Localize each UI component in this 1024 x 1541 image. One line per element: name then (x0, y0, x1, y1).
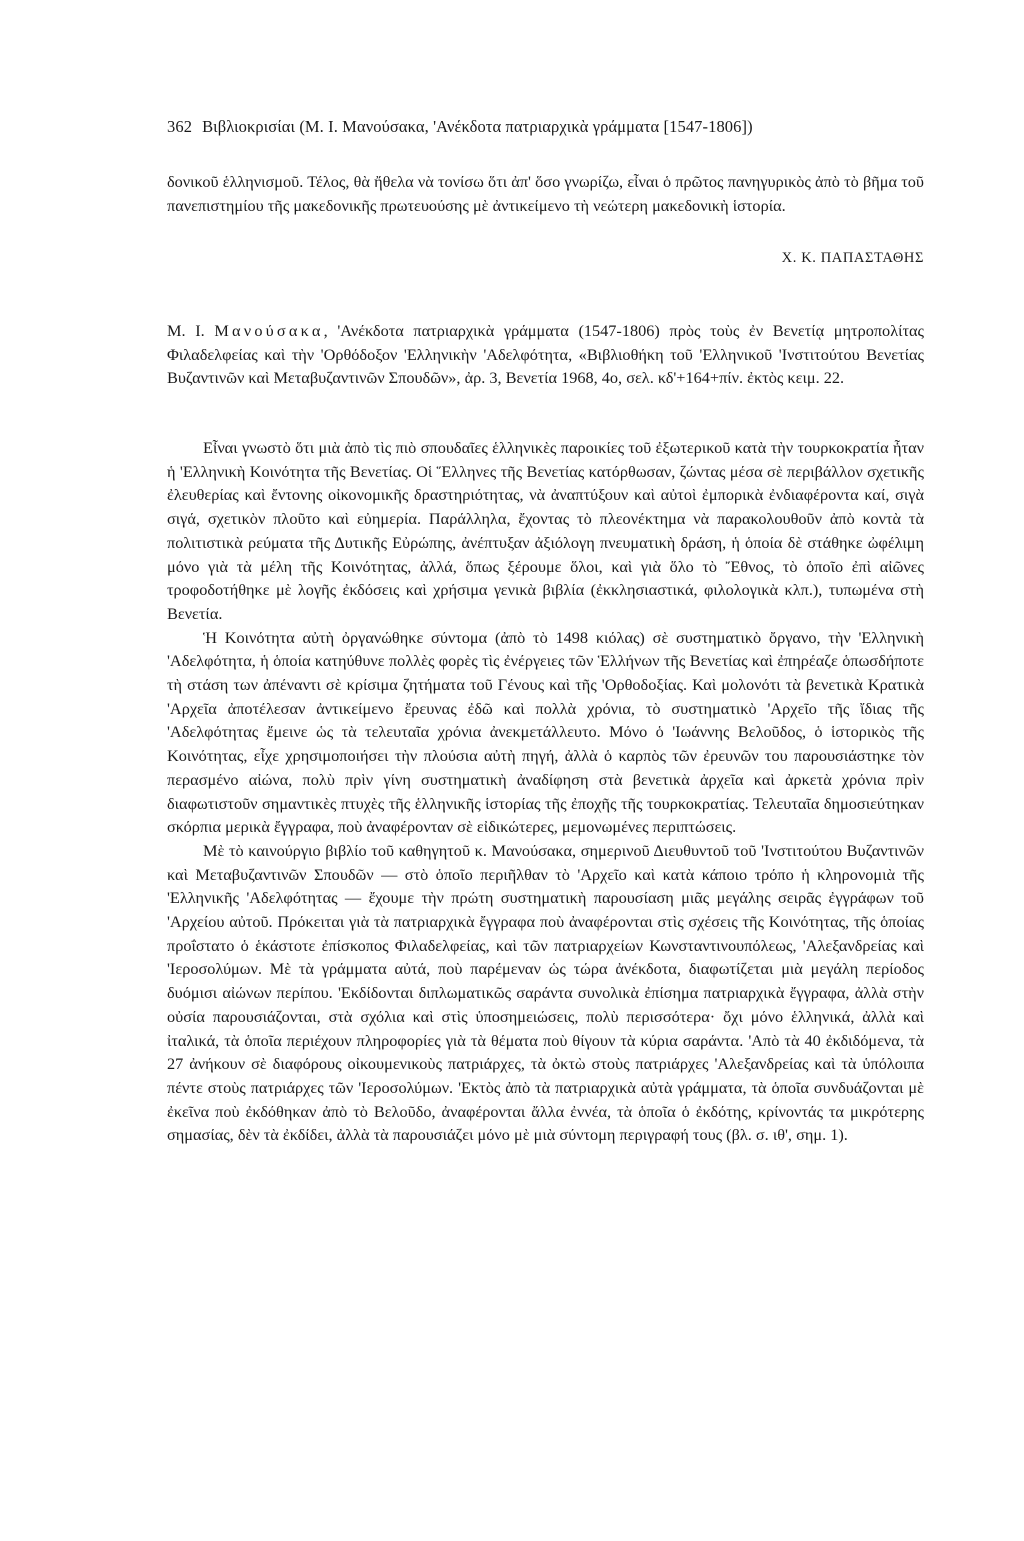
body-paragraph: Ἡ Κοινότητα αὐτὴ ὀργανώθηκε σύντομα (ἀπὸ τὸ 1498 κιόλας) σὲ συστηματικὸ ὄργανο, τὴν 'Ελληνικὴ 'Αδελφότητα, ἡ ὁποία κατηύθυνε πολλὲς φορὲς τὶς ἐνέργειες τῶν Ἑλλήνων τῆς Βενετίας καὶ ἐπηρέαζε ὁπωσδήποτε τὴ στάση των ἀπέναντι σὲ κρίσιμα ζητήματα τοῦ Γένους καὶ τῆς 'Ορθοδοξίας. Καὶ μολονότι τὰ βενετικὰ Κρατικὰ 'Αρχεῖα ἀποτέλεσαν ἀντικείμενο ἔρευνας ἐδῶ καὶ πολλὰ χρόνια, τὸ συστηματικὸ 'Αρχεῖο τῆς ἴδιας τῆς 'Αδελφότητας ἔμεινε ὡς τὰ τελευταῖα χρόνια ἀνεκμετάλλευτο. Μόνο ὁ 'Ιωάννης Βελοῦδος, ὁ ἱστορικὸς τῆς Κοινότητας, εἶχε χρησιμοποιήσει τὴν πλούσια αὐτὴ πηγή, ἀλλὰ ὁ καρπὸς τῶν ἐρευνῶν του παρουσιάστηκε τὸν περασμένο αἰώνα, πολὺ πρὶν γίνη συστηματικὴ ἀναδίφηση στὰ βενετικὰ ἀρχεῖα καὶ ἀρκετὰ χρόνια πρὶν διαφωτιστοῦν σημαντικὲς πτυχὲς τῆς ἑλληνικῆς ἱστορίας τῆς ἐποχῆς τῆς τουρκοκρατίας. Τελευταῖα δημοσιεύτηκαν σκόρπια μερικὰ ἔγγραφα, ποὺ ἀναφέρονταν σὲ εἰδικώτερες, μεμονωμένες περιπτώσεις. (167, 627, 924, 837)
body-paragraph: Εἶναι γνωστὸ ὅτι μιὰ ἀπὸ τὶς πιὸ σπουδαῖες ἑλληνικὲς παροικίες τοῦ ἐξωτερικοῦ κατὰ τὴν τουρκοκρατία ἦταν ἡ 'Ελληνικὴ Κοινότητα τῆς Βενετίας. Οἱ Ἕλληνες τῆς Βενετίας κατόρθωσαν, ζώντας μέσα σὲ περιβάλλον σχετικῆς ἐλευθερίας καὶ ἔντονης οἰκονομικῆς δραστηριότητας, νὰ ἀναπτύξουν καὶ αὐτοὶ ἐμπορικὰ ἐνδιαφέροντα καί, σιγὰ σιγά, σχετικὸν πλοῦτο καὶ εὐημερία. Παράλληλα, ἔχοντας τὸ πλεονέκτημα νὰ παρακολουθοῦν ἀπὸ κοντὰ τὰ πολιτιστικὰ ρεύματα τῆς Δυτικῆς Εὐρώπης, ἀνέπτυξαν ἀξιόλογη πνευματικὴ δράση, ἡ ὁποία δὲ στάθηκε ὠφέλιμη μόνο γιὰ τὰ μέλη τῆς Κοινότητας, ἀλλά, ὅπως ξέρουμε ὅλοι, καὶ γιὰ ὅλο τὸ Ἔθνος, τὸ ὁποῖο ἐπὶ αἰῶνες τροφοδοτήθηκε μὲ λογῆς ἐκδόσεις καὶ χρήσιμα γενικὰ βιβλία (ἐκκλησιαστικά, φιλολογικὰ κλπ.), τυπωμένα στὴ Βενετία. (167, 438, 924, 623)
running-head (167, 117, 927, 137)
body-paragraph: Μὲ τὸ καινούργιο βιβλίο τοῦ καθηγητοῦ κ. Μανούσακα, σημερινοῦ Διευθυντοῦ τοῦ 'Ινστιτούτου Βυζαντινῶν καὶ Μεταβυζαντινῶν Σπουδῶν — στὸ ὁποῖο περιῆλθαν τὸ 'Αρχεῖο καὶ κατὰ κάποιο τρόπο ἡ κληρονομιὰ τῆς 'Ελληνικῆς 'Αδελφότητας — ἔχουμε τὴν πρώτη συστηματικὴ παρουσίαση μιᾶς μεγάλης σειρᾶς ἐγγράφων τοῦ 'Αρχείου αὐτοῦ. Πρόκειται γιὰ τὰ πατριαρχικὰ ἔγγραφα ποὺ ἀναφέρονται στὶς σχέσεις τῆς Κοινότητας, τῆς ὁποίας προΐστατο ὁ ἑκάστοτε ἐπίσκοπος Φιλαδελφείας, καὶ τῶν πατριαρχείων Κωνσταντινουπόλεως, 'Αλεξανδρείας καὶ 'Ιεροσολύμων. Μὲ τὰ γράμματα αὐτά, ποὺ παρέμεναν ὡς τώρα ἀνέκδοτα, διαφωτίζεται μιὰ μεγάλη περίοδος δυόμισι αἰώνων περίπου. 'Εκδίδονται διπλωματικῶς σαράντα συνολικὰ ἐπίσημα πατριαρχικὰ ἔγγραφα, ἀλλὰ στὴν οὐσία παρουσιάζονται, στὰ σχόλια καὶ στὶς ὑποσημειώσεις, πολὺ περισσότερα· ὄχι μόνο ἑλληνικά, ἀλλὰ καὶ ἰταλικά, τὰ ὁποῖα περιέχουν πληροφορίες γιὰ τὰ θέματα ποὺ θίγουν τὰ κύρια σαράντα. 'Απὸ τὰ 40 ἐκδιδόμενα, τὰ 27 ἀνήκουν σὲ διαφόρους οἰκουμενικοὺς πατριάρχες, τὰ ὀκτὼ στοὺς πατριάρχες 'Αλεξανδρείας καὶ τὰ ὑπόλοιπα πέντε στοὺς πατριάρχες τῶν 'Ιεροσολύμων. 'Εκτὸς ἀπὸ τὰ πατριαρχικὰ αὐτὰ γράμματα, τὰ ὁποῖα συνδυάζονται μὲ ἐκεῖνα ποὺ ἐκδόθηκαν ἀπὸ τὸ Βελοῦδο, ἀναφέρονται ἄλλα ἐννέα, τὰ ὁποῖα ὁ ἐκδότης, κρίνοντάς τα μικρότερης σημασίας, δὲν τὰ ἐκδίδει, ἀλλὰ τὰ παρουσιάζει μόνο μὲ μιὰ σύντομη περιγραφή τους (βλ. σ. ιθ', σημ. 1). (167, 840, 924, 1145)
previous-review-continuation (167, 170, 924, 217)
reviewer-signature: Χ. Κ. ΠΑΠΑΣΤΑΘΗΣ (781, 250, 924, 266)
review-body (167, 436, 924, 1147)
author-initials: Μ. Ι. (167, 321, 205, 340)
review-bibliographic-heading (167, 319, 924, 390)
author-surname: Μανούσακα (214, 321, 324, 340)
continuation-paragraph: δονικοῦ ἑλληνισμοῦ. Τέλος, θὰ ἤθελα νὰ τονίσω ὅτι ἀπ' ὅσο γνωρίζω, εἶναι ὁ πρῶτος πανηγυρικὸς ἀπὸ τὸ βῆμα τοῦ πανεπιστημίου τῆς μακεδονικῆς πρωτευούσης μὲ ἀντικείμενο τὴ νεώτερη μακεδονικὴ ἱστορία. (167, 172, 924, 215)
page-number: 362 (167, 117, 193, 136)
bibliographic-entry: , 'Ανέκδοτα πατριαρχικὰ γράμματα (1547-1806) πρὸς τοὺς ἐν Βενετίᾳ μητροπολίτας Φιλαδελφείας καὶ τὴν 'Ορθόδοξον 'Ελληνικὴν 'Αδελφότητα, «Βιβλιοθήκη τοῦ 'Ελληνικοῦ 'Ινστιτούτου Βενετίας Βυζαντινῶν καὶ Μεταβυζαντινῶν Σπουδῶν», ἀρ. 3, Βενετία 1968, 4ο, σελ. κδ'+164+πίν. ἐκτὸς κειμ. 22. (167, 321, 924, 388)
bibliographic-paragraph (167, 319, 924, 390)
running-head-title: Βιβλιοκρισίαι (Μ. Ι. Μανούσακα, 'Ανέκδοτα πατριαρχικὰ γράμματα [1547-1806]) (202, 117, 753, 136)
